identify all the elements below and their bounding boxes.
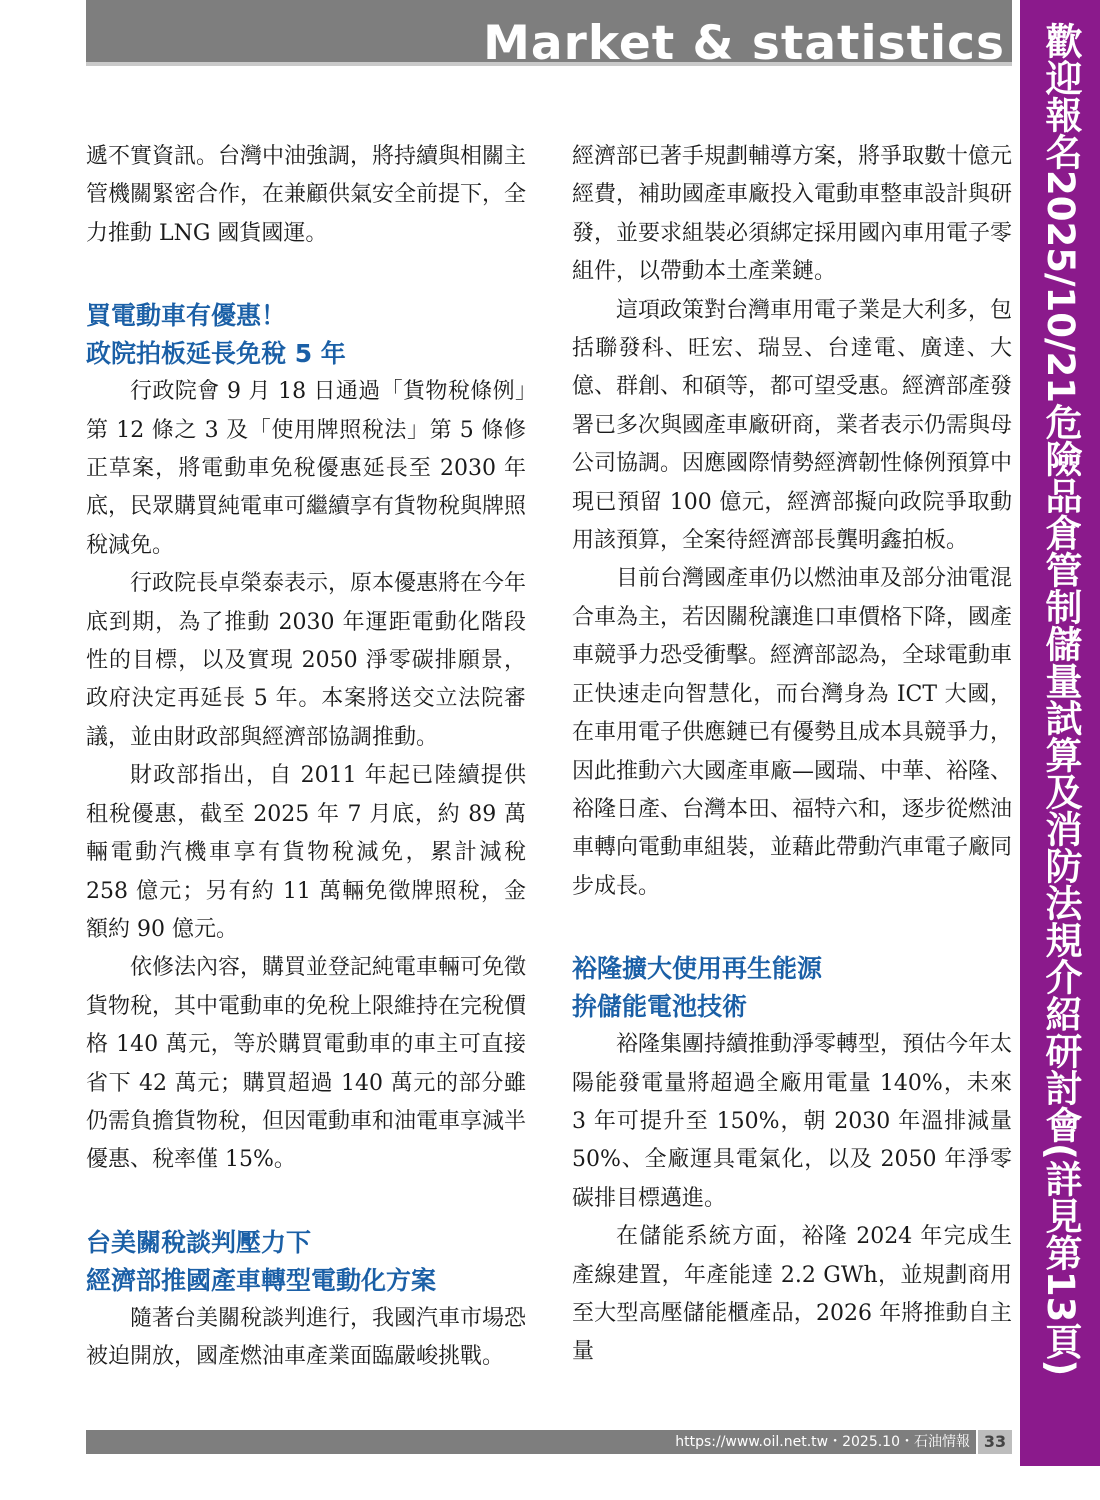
- body-paragraph: 行政院會 9 月 18 日通過「貨物稅條例」第 12 條之 3 及「使用牌照稅法」第 5 條修正草案，將電動車免稅優惠延長至 2030 年底，民眾購買純電車可繼續享有貨物稅與牌照稅減免。: [86, 379, 527, 558]
- article-heading-tariff: [86, 1224, 526, 1300]
- section-title: Market & statistics: [483, 16, 1005, 71]
- body-paragraph: 這項政策對台灣車用電子業是大利多，包括聯發科、旺宏、瑞昱、台達電、廣達、大億、群創、和碩等，都可望受惠。經濟部產發署已多次與國產車廠研商，業者表示仍需與母公司協調。因應國際情勢經濟韌性條例預算中現已預留 100 億元，經濟部擬向政院爭取動用該預算，全案待經濟部長龔明鑫拍板。: [572, 297, 1013, 554]
- right-column: [572, 138, 1012, 1372]
- body-paragraph: 目前台灣國產車仍以燃油車及部分油電混合車為主，若因關稅讓進口車價格下降，國產車競爭力恐受衝擊。經濟部認為，全球電動車正快速走向智慧化，而台灣身為 ICT 大國，在車用電子供應鏈已有優勢且成本具競爭力，因此推動六大國產車廠—國瑞、中華、裕隆、裕隆日產、台灣本田、福特六和，逐步從燃油車轉向電動車組裝，並藉此帶動汽車電子廠同步成長。: [572, 566, 1013, 899]
- footer-text: https://www.oil.net.tw・2025.10・石油情報: [675, 1434, 970, 1450]
- heading-line: 政院拍板延長免稅 5 年: [86, 339, 346, 369]
- heading-line: 買電動車有優惠！: [86, 301, 287, 331]
- body-paragraph: 隨著台美關稅談判進行，我國汽車市場恐被迫開放，國產燃油車產業面臨嚴峻挑戰。: [86, 1305, 527, 1370]
- continued-paragraph: 經濟部已著手規劃輔導方案，將爭取數十億元經費，補助國產車廠投入電動車整車設計與研發，並要求組裝必須綁定採用國內車用電子零組件，以帶動本土產業鏈。: [572, 144, 1013, 285]
- left-column: [86, 138, 526, 1377]
- article-heading-yulon: [572, 950, 1012, 1026]
- side-banner-text: 歡迎報名2025/10/21危險品倉管制儲量試算及消防法規介紹研討會(詳見第13頁): [1039, 22, 1082, 1377]
- intro-paragraph: 遞不實資訊。台灣中油強調，將持續與相關主管機關緊密合作，在兼顧供氣安全前提下，全力推動 LNG 國貨國運。: [86, 144, 527, 246]
- heading-line: 裕隆擴大使用再生能源: [572, 954, 823, 984]
- page-number: 33: [978, 1430, 1012, 1454]
- heading-line: 拚儲能電池技術: [572, 992, 748, 1022]
- heading-line: 經濟部推國產車轉型電動化方案: [86, 1265, 437, 1295]
- body-paragraph: 裕隆集團持續推動淨零轉型，預估今年太陽能發電量將超過全廠用電量 140%，未來 3 年可提升至 150%，朝 2030 年溫排減量 50%、全廠運具電氣化，以及 2050 年淨零碳排目標邁進。: [572, 1032, 1013, 1211]
- heading-line: 台美關稅談判壓力下: [86, 1227, 312, 1257]
- body-paragraph: 財政部指出，自 2011 年起已陸續提供租稅優惠，截至 2025 年 7 月底，約 89 萬輛電動汽機車享有貨物稅減免，累計減稅 258 億元；另有約 11 萬輛免徵牌照稅，金額約 90 億元。: [86, 763, 526, 942]
- body-paragraph: 依修法內容，購買並登記純電車輛可免徵貨物稅，其中電動車的免稅上限維持在完稅價格 140 萬元，等於購買電動車的車主可直接省下 42 萬元；購買超過 140 萬元的部分雖仍需負擔貨物稅，但因電動車和油電車享減半優惠、稅率僅 15%。: [86, 955, 527, 1173]
- body-paragraph: 行政院長卓榮泰表示，原本優惠將在今年底到期，為了推動 2030 年運距電動化階段性的目標，以及實現 2050 淨零碳排願景，政府決定再延長 5 年。本案將送交立法院審議，並由財政部與經濟部協調推動。: [86, 571, 527, 750]
- article-heading-ev-tax: [86, 297, 526, 373]
- body-paragraph: 在儲能系統方面，裕隆 2024 年完成生產線建置，年產能達 2.2 GWh，並規劃商用至大型高壓儲能櫃產品，2026 年將推動自主量: [572, 1224, 1012, 1365]
